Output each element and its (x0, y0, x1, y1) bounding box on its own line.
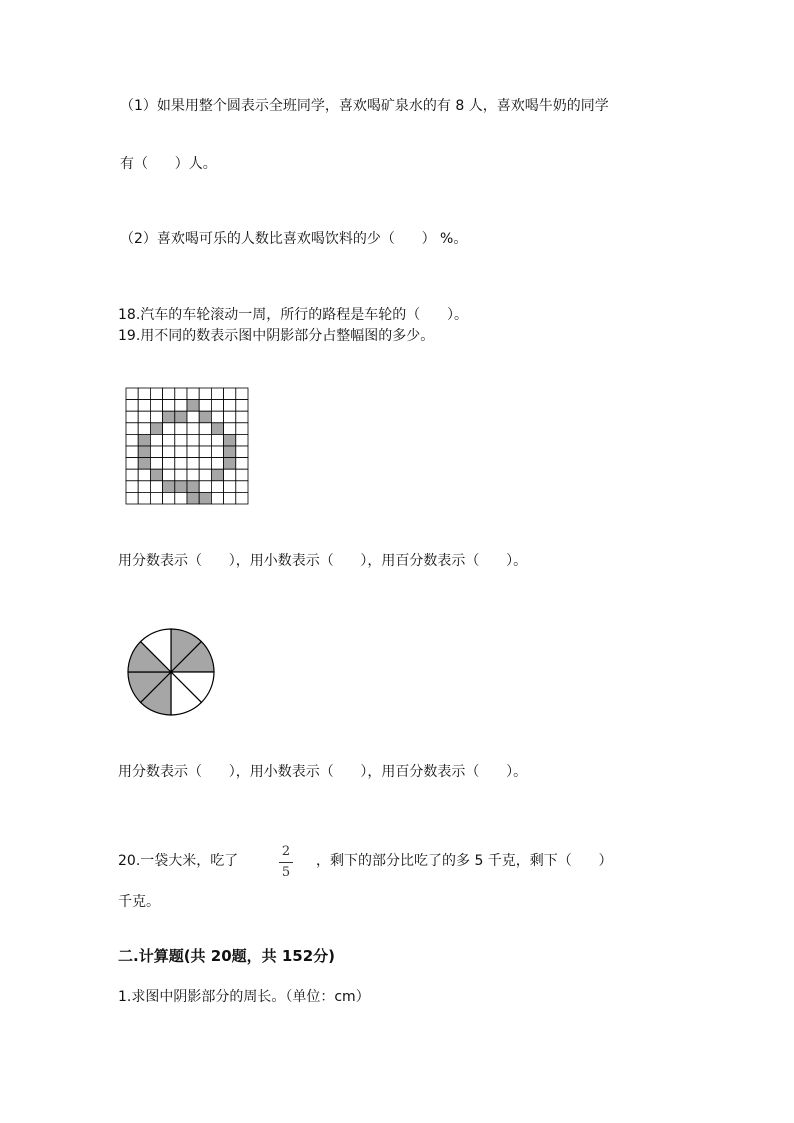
grid-cell (126, 411, 138, 423)
grid-cell (199, 446, 211, 458)
grid-cell (236, 411, 248, 423)
grid-cell (126, 469, 138, 481)
grid-cell (187, 458, 199, 470)
grid-cell (163, 400, 175, 412)
grid-cell (150, 434, 162, 446)
q17-part2: （2）喜欢喝可乐的人数比喜欢喝饮料的少（ ） %。 (120, 231, 468, 247)
fraction-bar (279, 862, 293, 863)
grid-cell (187, 469, 199, 481)
section2-q1: 1.求图中阴影部分的周长。（单位：cm） (118, 989, 370, 1005)
grid-cell (187, 446, 199, 458)
grid-cell-shaded (199, 492, 211, 504)
grid-cell-shaded (224, 458, 236, 470)
grid-cell (138, 492, 150, 504)
grid-cell (150, 446, 162, 458)
grid-cell (199, 388, 211, 400)
grid-cell (236, 458, 248, 470)
grid-cell-shaded (138, 446, 150, 458)
grid-cell (175, 469, 187, 481)
grid-cell-shaded (224, 434, 236, 446)
grid-cell (236, 434, 248, 446)
grid-cell-shaded (163, 481, 175, 493)
grid-cell (236, 400, 248, 412)
grid-cell (126, 388, 138, 400)
grid-cell (187, 388, 199, 400)
grid-cell-shaded (211, 423, 223, 435)
grid-cell (211, 481, 223, 493)
q20-fraction (276, 844, 296, 881)
grid-figure (125, 387, 250, 505)
grid-cell (126, 458, 138, 470)
grid-cell (163, 423, 175, 435)
grid-cell-shaded (150, 423, 162, 435)
q19-circle-answer: 用分数表示（ ），用小数表示（ ），用百分数表示（ ）。 (118, 764, 528, 780)
q20-text-after: ，剩下的部分比吃了的多 5 千克，剩下（ ） (316, 853, 613, 869)
grid-cell (138, 481, 150, 493)
grid-cell-shaded (187, 400, 199, 412)
grid-cell (236, 469, 248, 481)
grid-cell (150, 411, 162, 423)
grid-cell (211, 411, 223, 423)
grid-cell-shaded (199, 411, 211, 423)
fraction-numerator: 2 (281, 844, 291, 859)
q20-line2: 千克。 (118, 894, 160, 910)
grid-cell (138, 411, 150, 423)
grid-cell (199, 481, 211, 493)
grid-cell (224, 400, 236, 412)
grid-cell-shaded (138, 458, 150, 470)
grid-cell (211, 446, 223, 458)
grid-cell-shaded (187, 481, 199, 493)
section2-heading: 二.计算题(共 20题，共 152分) (118, 947, 336, 965)
grid-cell (150, 458, 162, 470)
grid-cell (199, 423, 211, 435)
grid-cell (199, 434, 211, 446)
grid-cell (175, 423, 187, 435)
grid-cell (236, 481, 248, 493)
grid-cell (126, 400, 138, 412)
grid-cell (138, 423, 150, 435)
grid-cell (138, 400, 150, 412)
grid-cell (175, 446, 187, 458)
q17-part1-line2: 有（ ）人。 (120, 156, 217, 172)
grid-cell (175, 458, 187, 470)
grid-cell-shaded (138, 434, 150, 446)
grid-cell (236, 388, 248, 400)
circle-figure (124, 625, 218, 719)
grid-cell (199, 469, 211, 481)
grid-cell-shaded (187, 492, 199, 504)
grid-cell (163, 446, 175, 458)
grid-cell (150, 400, 162, 412)
grid-cell (224, 469, 236, 481)
grid-cell (224, 423, 236, 435)
grid-cell (236, 423, 248, 435)
grid-cell (150, 388, 162, 400)
grid-cell (224, 481, 236, 493)
grid-cell-shaded (211, 469, 223, 481)
grid-cell (236, 492, 248, 504)
grid-cell (138, 388, 150, 400)
grid-cell (211, 458, 223, 470)
grid-cell (163, 469, 175, 481)
grid-cell (175, 400, 187, 412)
grid-cell (150, 481, 162, 493)
grid-cell-shaded (150, 469, 162, 481)
q19-text: 19.用不同的数表示图中阴影部分占整幅图的多少。 (118, 328, 435, 344)
grid-cell (224, 492, 236, 504)
grid-cell (175, 388, 187, 400)
grid-cell (150, 492, 162, 504)
q18-text: 18.汽车的车轮滚动一周，所行的路程是车轮的（ ）。 (118, 307, 468, 323)
grid-cell (211, 492, 223, 504)
grid-cell (199, 458, 211, 470)
grid-cell (126, 434, 138, 446)
grid-cell (163, 492, 175, 504)
grid-cell (236, 446, 248, 458)
grid-cell (126, 492, 138, 504)
grid-cell (175, 492, 187, 504)
grid-cell (211, 388, 223, 400)
grid-cell (163, 434, 175, 446)
grid-cell-shaded (175, 411, 187, 423)
grid-cell (224, 411, 236, 423)
grid-cell (126, 446, 138, 458)
grid-cell (163, 388, 175, 400)
grid-cell-shaded (175, 481, 187, 493)
grid-cell (199, 400, 211, 412)
grid-cell (224, 388, 236, 400)
fraction-denominator: 5 (281, 865, 291, 880)
grid-cell (138, 469, 150, 481)
grid-cell-shaded (224, 446, 236, 458)
grid-cell (211, 434, 223, 446)
grid-cell-shaded (163, 411, 175, 423)
q19-grid-answer: 用分数表示（ ），用小数表示（ ），用百分数表示（ ）。 (118, 553, 528, 569)
grid-cell (187, 411, 199, 423)
grid-cell (163, 458, 175, 470)
q17-part1-line1: （1）如果用整个圆表示全班同学，喜欢喝矿泉水的有 8 人，喜欢喝牛奶的同学 (120, 98, 609, 114)
grid-cell (175, 434, 187, 446)
q20-text-before: 20.一袋大米，吃了 (118, 853, 239, 869)
grid-cell (187, 423, 199, 435)
grid-cell (211, 400, 223, 412)
grid-cell (126, 423, 138, 435)
grid-cell (126, 481, 138, 493)
grid-cell (187, 434, 199, 446)
